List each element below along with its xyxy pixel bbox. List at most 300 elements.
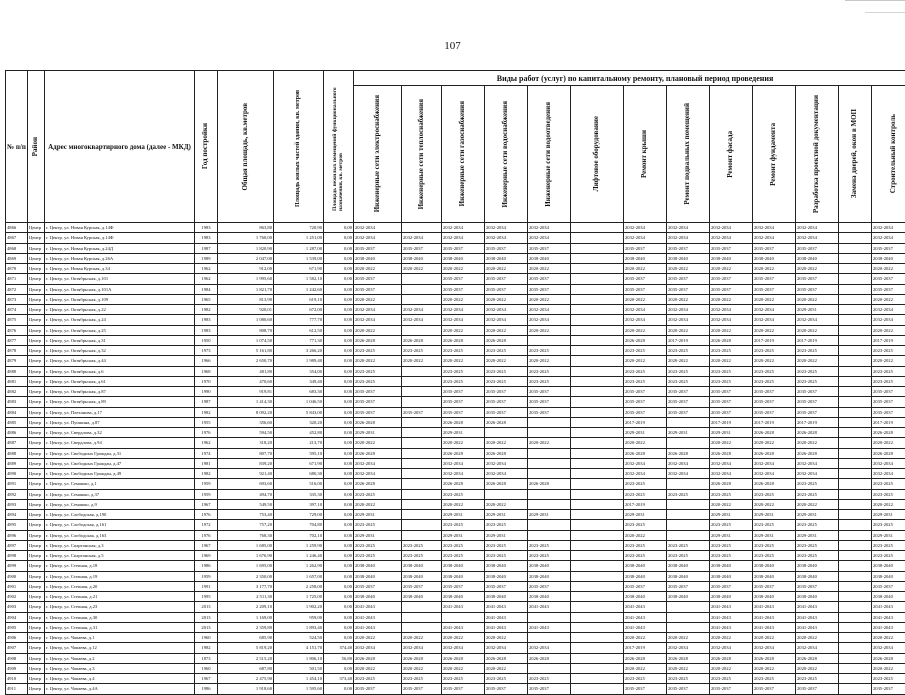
row-year: 1983	[195, 233, 218, 243]
row-work-period: 2023-2025	[796, 551, 839, 561]
row-nonliving-area: 0,00	[324, 407, 354, 417]
header-address: Адрес многоквартирного дома (далее - МКД)	[45, 71, 195, 223]
row-num: 4880	[6, 366, 28, 376]
row-year: 1968	[195, 366, 218, 376]
row-work-period: 2026-2028	[354, 335, 402, 345]
row-work-period: 2035-2037	[354, 397, 402, 407]
row-nonliving-area: 0,00	[324, 397, 354, 407]
row-work-period: 2032-2034	[354, 315, 402, 325]
row-work-period: 2038-2040	[624, 592, 667, 602]
table-row	[6, 520, 905, 530]
row-work-period: 2023-2025	[485, 346, 528, 356]
row-address: г. Центр, ул. Октябрьская, д.87	[45, 387, 195, 397]
row-nonliving-area: 56,80	[324, 653, 354, 663]
row-work-period	[839, 581, 872, 591]
row-year: 1982	[195, 469, 218, 479]
row-work-period: 2032-2034	[624, 315, 667, 325]
header-work-7: Ремонт подвальных помещений	[667, 86, 710, 223]
row-nonliving-area: 0,00	[324, 253, 354, 263]
row-work-period: 2023-2025	[442, 376, 485, 386]
row-work-period: 2032-2034	[354, 643, 402, 653]
row-work-period: 2035-2037	[485, 387, 528, 397]
row-total-area: 808,70	[218, 325, 274, 335]
table-row	[6, 387, 905, 397]
row-work-period: 2035-2037	[624, 284, 667, 294]
row-work-period: 2020-2022	[753, 264, 796, 274]
row-work-period: 2032-2034	[796, 458, 839, 468]
row-work-period: 2020-2022	[442, 438, 485, 448]
row-district: Центр	[28, 376, 45, 386]
row-work-period: 2035-2037	[485, 243, 528, 253]
row-year: 1982	[195, 643, 218, 653]
row-work-period: 2023-2025	[485, 540, 528, 550]
row-nonliving-area: 0,00	[324, 366, 354, 376]
row-work-period: 2020-2022	[485, 325, 528, 335]
row-living-area: 1 262,90	[274, 561, 324, 571]
row-work-period	[839, 510, 872, 520]
table-row	[6, 315, 905, 325]
row-nonliving-area: 0,00	[324, 438, 354, 448]
row-address: г. Центр, ул. Чапаева, д.4	[45, 674, 195, 684]
row-num: 4910	[6, 674, 28, 684]
table-row	[6, 346, 905, 356]
row-work-period	[839, 653, 872, 663]
row-work-period: 2035-2037	[667, 397, 710, 407]
row-district: Центр	[28, 448, 45, 458]
row-work-period	[402, 284, 442, 294]
row-work-period: 2035-2037	[667, 407, 710, 417]
row-total-area: 685,90	[218, 633, 274, 643]
row-nonliving-area: 0,00	[324, 294, 354, 304]
row-year: 1967	[195, 674, 218, 684]
row-work-period: 2038-2040	[354, 592, 402, 602]
row-work-period: 2035-2037	[528, 284, 571, 294]
row-year: 1969	[195, 551, 218, 561]
capital-repair-table	[5, 70, 905, 695]
row-nonliving-area: 0,00	[324, 540, 354, 550]
table-row	[6, 305, 905, 315]
row-year: 1955	[195, 417, 218, 427]
row-total-area: 1 414,30	[218, 397, 274, 407]
row-work-period: 2038-2040	[442, 253, 485, 263]
row-work-period: 2035-2037	[528, 274, 571, 284]
table-row	[6, 469, 905, 479]
row-work-period: 2023-2025	[528, 376, 571, 386]
row-work-period: 2026-2028	[872, 428, 905, 438]
row-work-period	[402, 489, 442, 499]
row-work-period: 2032-2034	[872, 305, 905, 315]
row-work-period	[839, 253, 872, 263]
row-work-period: 2023-2025	[442, 489, 485, 499]
row-work-period: 2035-2037	[796, 397, 839, 407]
row-work-period: 2029-2031	[872, 530, 905, 540]
row-work-period: 2023-2025	[710, 551, 753, 561]
row-work-period: 2038-2040	[354, 253, 402, 263]
row-district: Центр	[28, 479, 45, 489]
row-living-area: 612,50	[274, 325, 324, 335]
row-year: 1965	[195, 294, 218, 304]
row-work-period: 2041-2043	[442, 602, 485, 612]
row-work-period	[571, 674, 624, 684]
header-district: Район	[28, 71, 45, 223]
row-work-period: 2020-2022	[402, 633, 442, 643]
row-work-period: 2035-2037	[354, 581, 402, 591]
row-work-period	[839, 633, 872, 643]
row-num: 4903	[6, 602, 28, 612]
row-work-period: 2017-2019	[624, 643, 667, 653]
row-work-period: 2023-2025	[442, 551, 485, 561]
row-work-period: 2035-2037	[442, 284, 485, 294]
row-work-period	[667, 510, 710, 520]
row-work-period	[571, 653, 624, 663]
table-row	[6, 561, 905, 571]
row-district: Центр	[28, 510, 45, 520]
row-work-period: 2032-2034	[667, 643, 710, 653]
row-work-period	[571, 458, 624, 468]
row-work-period: 2032-2034	[667, 315, 710, 325]
row-living-area: 354,00	[274, 366, 324, 376]
row-nonliving-area: 0,00	[324, 243, 354, 253]
row-work-period: 2035-2037	[872, 387, 905, 397]
row-work-period: 2020-2022	[710, 663, 753, 673]
row-total-area: 2 359,80	[218, 622, 274, 632]
row-work-period	[571, 223, 624, 233]
row-work-period: 2023-2025	[872, 366, 905, 376]
row-work-period: 2032-2034	[442, 315, 485, 325]
row-living-area: 1 046,50	[274, 397, 324, 407]
header-work-1: Инженерные сети теплоснабжения	[402, 86, 442, 223]
table-row	[6, 479, 905, 489]
row-num: 4901	[6, 581, 28, 591]
row-district: Центр	[28, 407, 45, 417]
row-work-period	[571, 602, 624, 612]
row-work-period: 2020-2022	[667, 264, 710, 274]
row-work-period: 2026-2028	[624, 448, 667, 458]
row-work-period: 2035-2037	[485, 274, 528, 284]
row-nonliving-area: 0,00	[324, 417, 354, 427]
row-work-period	[839, 612, 872, 622]
row-work-period	[528, 335, 571, 345]
row-work-period	[571, 315, 624, 325]
row-work-period: 2020-2022	[796, 663, 839, 673]
row-district: Центр	[28, 622, 45, 632]
row-work-period: 2038-2040	[485, 561, 528, 571]
row-work-period	[571, 407, 624, 417]
row-total-area: 5 161,80	[218, 346, 274, 356]
row-work-period: 2032-2034	[710, 469, 753, 479]
row-address: г. Центр, ул. Чапаева, д.3	[45, 663, 195, 673]
row-num: 4874	[6, 305, 28, 315]
row-district: Центр	[28, 366, 45, 376]
row-nonliving-area: 0,00	[324, 469, 354, 479]
table-row	[6, 253, 905, 263]
row-year: 1983	[195, 223, 218, 233]
row-work-period: 2026-2028	[753, 428, 796, 438]
row-year: 1982	[195, 305, 218, 315]
row-total-area: 5 819,20	[218, 643, 274, 653]
row-work-period: 2023-2025	[710, 489, 753, 499]
row-work-period	[667, 622, 710, 632]
row-work-period	[571, 448, 624, 458]
row-year: 1959	[195, 479, 218, 489]
row-work-period: 2041-2043	[796, 602, 839, 612]
table-row	[6, 438, 905, 448]
row-work-period: 2017-2019	[753, 335, 796, 345]
row-work-period	[402, 417, 442, 427]
row-work-period	[571, 571, 624, 581]
row-total-area: 494,70	[218, 489, 274, 499]
row-work-period: 2029-2031	[354, 428, 402, 438]
row-work-period	[571, 284, 624, 294]
row-nonliving-area: 0,00	[324, 223, 354, 233]
row-work-period: 2032-2034	[485, 458, 528, 468]
row-work-period: 2020-2022	[485, 438, 528, 448]
row-work-period: 2026-2028	[354, 479, 402, 489]
row-work-period: 2032-2034	[624, 223, 667, 233]
row-num: 4875	[6, 315, 28, 325]
row-nonliving-area: 374,40	[324, 643, 354, 653]
row-work-period: 2035-2037	[872, 274, 905, 284]
row-living-area: 1 242,60	[274, 284, 324, 294]
row-work-period: 2020-2022	[624, 264, 667, 274]
row-work-period: 2023-2025	[796, 674, 839, 684]
row-work-period: 2023-2025	[624, 520, 667, 530]
row-nonliving-area: 0,00	[324, 458, 354, 468]
table-row	[6, 243, 905, 253]
row-num: 4895	[6, 520, 28, 530]
row-living-area: 720,90	[274, 223, 324, 233]
row-work-period: 2020-2022	[402, 356, 442, 366]
row-work-period: 2023-2025	[753, 520, 796, 530]
row-work-period	[402, 223, 442, 233]
row-work-period: 2035-2037	[624, 274, 667, 284]
row-work-period	[839, 325, 872, 335]
table-row	[6, 530, 905, 540]
row-district: Центр	[28, 592, 45, 602]
row-work-period: 2032-2034	[624, 469, 667, 479]
row-work-period: 2026-2028	[402, 335, 442, 345]
row-work-period: 2041-2043	[753, 612, 796, 622]
row-work-period: 2017-2019	[710, 417, 753, 427]
row-work-period: 2038-2040	[710, 253, 753, 263]
row-work-period	[571, 561, 624, 571]
row-work-period: 2035-2037	[354, 243, 402, 253]
row-living-area: 704,80	[274, 520, 324, 530]
row-work-period: 2023-2025	[354, 346, 402, 356]
row-work-period	[839, 520, 872, 530]
row-work-period: 2032-2034	[528, 305, 571, 315]
row-district: Центр	[28, 561, 45, 571]
row-work-period: 2023-2025	[753, 674, 796, 684]
row-work-period: 2020-2022	[354, 294, 402, 304]
row-work-period	[571, 438, 624, 448]
row-work-period: 2023-2025	[710, 346, 753, 356]
row-work-period: 2026-2028	[667, 448, 710, 458]
row-num: 4904	[6, 612, 28, 622]
row-work-period	[442, 612, 485, 622]
row-work-period: 2026-2028	[624, 653, 667, 663]
row-work-period: 2032-2034	[624, 233, 667, 243]
row-work-period: 2023-2025	[624, 540, 667, 550]
row-district: Центр	[28, 571, 45, 581]
row-work-period: 2026-2028	[528, 653, 571, 663]
row-work-period	[839, 417, 872, 427]
row-address: г. Центр, ул. Свердлова, д.32	[45, 428, 195, 438]
row-num: 4867	[6, 233, 28, 243]
row-work-period: 2035-2037	[624, 407, 667, 417]
row-work-period: 2035-2037	[624, 684, 667, 694]
row-work-period: 2020-2022	[624, 530, 667, 540]
row-district: Центр	[28, 417, 45, 427]
row-work-period: 2032-2034	[485, 315, 528, 325]
row-work-period: 2038-2040	[667, 253, 710, 263]
row-year: 1986	[195, 684, 218, 694]
row-living-area: 4 151,70	[274, 643, 324, 653]
row-work-period: 2038-2040	[624, 253, 667, 263]
row-year: 1962	[195, 274, 218, 284]
row-num: 4871	[6, 274, 28, 284]
row-work-period: 2029-2031	[354, 510, 402, 520]
row-work-period: 2020-2022	[442, 633, 485, 643]
row-work-period	[528, 633, 571, 643]
row-work-period: 2026-2028	[485, 417, 528, 427]
table-row	[6, 663, 905, 673]
row-work-period	[839, 376, 872, 386]
row-living-area: 1 539,00	[274, 253, 324, 263]
row-work-period: 2029-2031	[624, 510, 667, 520]
row-work-period: 2023-2025	[796, 540, 839, 550]
row-work-period: 2026-2028	[710, 653, 753, 663]
row-work-period: 2035-2037	[485, 684, 528, 694]
row-work-period: 2041-2043	[872, 612, 905, 622]
row-address: г. Центр, ул. Свободных Граждан, д.47	[45, 458, 195, 468]
row-work-period: 2023-2025	[485, 674, 528, 684]
row-work-period: 2032-2034	[753, 643, 796, 653]
row-work-period: 2032-2034	[485, 223, 528, 233]
row-work-period: 2020-2022	[753, 438, 796, 448]
row-work-period: 2035-2037	[872, 684, 905, 694]
row-work-period	[839, 305, 872, 315]
row-work-period: 2032-2034	[667, 233, 710, 243]
row-work-period	[571, 520, 624, 530]
row-num: 4908	[6, 653, 28, 663]
row-work-period: 2035-2037	[667, 581, 710, 591]
row-work-period: 2032-2034	[442, 458, 485, 468]
row-total-area: 2 350,00	[218, 571, 274, 581]
row-address: г. Центр, ул. Новая Курская, д.26А	[45, 253, 195, 263]
row-work-period: 2038-2040	[753, 571, 796, 581]
row-nonliving-area: 0,00	[324, 325, 354, 335]
row-work-period: 2032-2034	[796, 469, 839, 479]
row-work-period: 2032-2034	[796, 223, 839, 233]
row-work-period: 2026-2028	[442, 479, 485, 489]
row-work-period: 2023-2025	[402, 551, 442, 561]
register-table-wrapper	[5, 70, 897, 615]
row-num: 4869	[6, 253, 28, 263]
row-work-period: 2026-2028	[354, 653, 402, 663]
row-num: 4905	[6, 622, 28, 632]
row-work-period	[839, 407, 872, 417]
row-num: 4909	[6, 663, 28, 673]
row-work-period	[402, 366, 442, 376]
row-living-area: 1 657,00	[274, 571, 324, 581]
row-work-period: 2032-2034	[402, 315, 442, 325]
row-num: 4911	[6, 684, 28, 694]
row-address: г. Центр, ул. Новая Курская, д.34	[45, 264, 195, 274]
row-work-period: 2023-2025	[354, 489, 402, 499]
row-work-period: 2032-2034	[753, 305, 796, 315]
row-work-period	[402, 499, 442, 509]
row-work-period: 2038-2040	[402, 571, 442, 581]
row-work-period: 2023-2025	[667, 674, 710, 684]
table-row	[6, 335, 905, 345]
row-work-period: 2032-2034	[872, 469, 905, 479]
row-work-period: 2020-2022	[872, 325, 905, 335]
row-district: Центр	[28, 397, 45, 407]
row-work-period	[528, 612, 571, 622]
row-nonliving-area: 0,00	[324, 284, 354, 294]
row-work-period: 2026-2028	[442, 448, 485, 458]
row-nonliving-area: 0,00	[324, 489, 354, 499]
row-address: г. Центр, ул. Октябрьская, д.25	[45, 325, 195, 335]
row-work-period: 2020-2022	[872, 294, 905, 304]
row-living-area: 1 259,90	[274, 540, 324, 550]
row-work-period: 2023-2025	[667, 366, 710, 376]
row-district: Центр	[28, 540, 45, 550]
row-living-area: 1 595,60	[274, 684, 324, 694]
row-living-area: 1 246,40	[274, 551, 324, 561]
row-total-area: 919,81	[218, 387, 274, 397]
row-district: Центр	[28, 489, 45, 499]
row-work-period: 2041-2043	[710, 622, 753, 632]
row-living-area: 959,00	[274, 612, 324, 622]
header-nonliving-area: Площадь нежилых помещений функционального назначения, кв. метров	[324, 71, 354, 223]
row-work-period	[571, 356, 624, 366]
row-work-period: 2017-2019	[796, 335, 839, 345]
row-work-period	[839, 674, 872, 684]
row-work-period: 2023-2025	[753, 551, 796, 561]
row-work-period	[528, 489, 571, 499]
row-work-period: 2017-2019	[667, 335, 710, 345]
row-work-period: 2017-2019	[753, 417, 796, 427]
row-work-period: 2023-2025	[354, 366, 402, 376]
row-total-area: 318,20	[218, 438, 274, 448]
row-work-period	[402, 602, 442, 612]
row-district: Центр	[28, 530, 45, 540]
header-work-11: Замена дверей, окон в МОП	[839, 86, 872, 223]
row-work-period: 2038-2040	[667, 592, 710, 602]
row-work-period: 2035-2037	[667, 274, 710, 284]
row-district: Центр	[28, 356, 45, 366]
header-num: № п/п	[6, 71, 28, 223]
row-total-area: 1 074,50	[218, 335, 274, 345]
row-work-period	[528, 448, 571, 458]
row-total-area: 470,60	[218, 376, 274, 386]
row-num: 4866	[6, 223, 28, 233]
row-work-period: 2020-2022	[354, 499, 402, 509]
row-total-area: 687,80	[218, 663, 274, 673]
row-work-period: 2029-2031	[796, 530, 839, 540]
row-work-period	[839, 663, 872, 673]
row-district: Центр	[28, 243, 45, 253]
row-work-period: 2035-2037	[796, 407, 839, 417]
row-work-period: 2020-2022	[485, 294, 528, 304]
row-work-period: 2038-2040	[872, 571, 905, 581]
row-work-period: 2023-2025	[667, 540, 710, 550]
row-num: 4879	[6, 356, 28, 366]
row-work-period: 2035-2037	[753, 274, 796, 284]
row-address: г. Центр, ул. Чапаева, д.4А	[45, 684, 195, 694]
